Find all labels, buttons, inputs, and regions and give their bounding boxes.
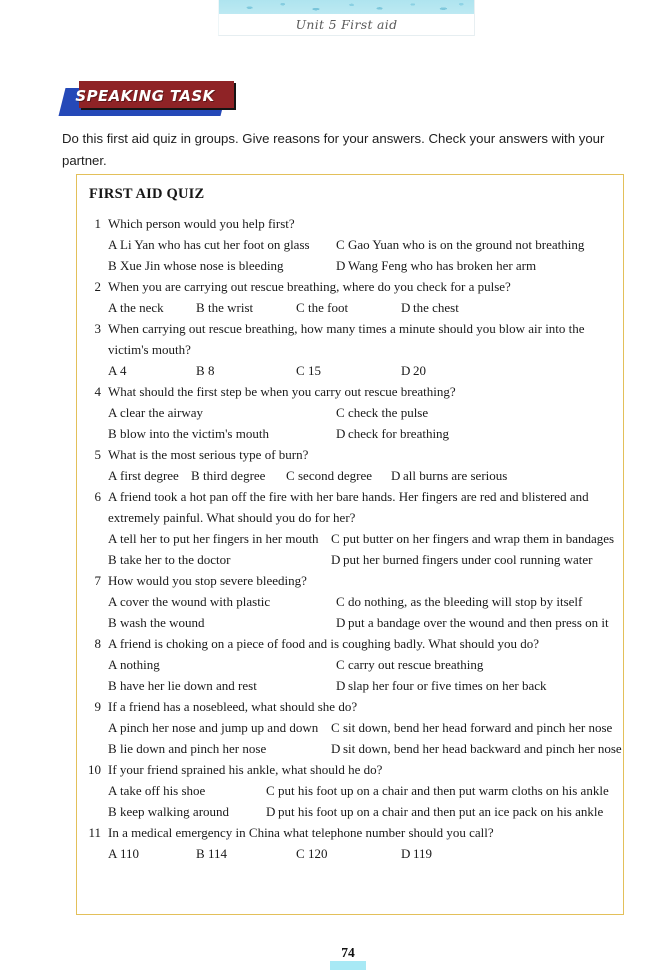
option-letter: B <box>108 615 117 630</box>
quiz-option[interactable] <box>331 738 622 759</box>
option-row <box>108 675 623 696</box>
quiz-option[interactable] <box>196 297 253 318</box>
question-text: How would you stop severe bleeding? <box>108 573 307 588</box>
speaking-task-banner <box>62 80 234 118</box>
option-text: Gao Yuan who is on the ground not breathing <box>348 237 585 252</box>
question-text: When you are carrying out rescue breathing, where do you check for a pulse? <box>108 279 511 294</box>
option-text: 4 <box>120 363 127 378</box>
option-text: pinch her nose and jump up and down <box>120 720 319 735</box>
quiz-option[interactable] <box>108 360 127 381</box>
option-letter: C <box>331 531 340 546</box>
option-row <box>108 402 623 423</box>
option-letter: B <box>108 741 117 756</box>
quiz-question <box>77 381 623 444</box>
option-text: put a bandage over the wound and then press on it <box>348 615 609 630</box>
option-row <box>108 549 623 570</box>
option-text: the wrist <box>208 300 254 315</box>
option-letter: A <box>108 657 118 672</box>
question-number: 4 <box>94 384 101 399</box>
question-text: What is the most serious type of burn? <box>108 447 309 462</box>
quiz-option[interactable] <box>401 843 432 864</box>
option-letter: D <box>331 552 341 567</box>
question-number: 3 <box>94 321 101 336</box>
quiz-option[interactable] <box>108 465 179 486</box>
question-text: Which person would you help first? <box>108 216 295 231</box>
quiz-question <box>77 633 623 696</box>
water-texture-banner <box>219 0 474 14</box>
option-letter: D <box>266 804 276 819</box>
quiz-option[interactable] <box>401 297 459 318</box>
quiz-option[interactable] <box>336 591 582 612</box>
quiz-option[interactable] <box>108 612 205 633</box>
option-text: carry out rescue breathing <box>348 657 484 672</box>
option-letter: B <box>196 846 205 861</box>
option-text: all burns are serious <box>403 468 508 483</box>
question-number: 11 <box>88 825 101 840</box>
question-number: 6 <box>94 489 101 504</box>
option-row <box>108 780 623 801</box>
option-text: cover the wound with plastic <box>120 594 271 609</box>
question-options <box>108 591 623 633</box>
question-options <box>108 843 623 864</box>
question-stem-row <box>77 318 623 360</box>
quiz-question <box>77 696 623 759</box>
option-letter: A <box>108 594 118 609</box>
quiz-option[interactable] <box>286 465 372 486</box>
quiz-question <box>77 486 623 570</box>
question-stem-row <box>77 213 623 234</box>
question-stem-row <box>77 633 623 654</box>
option-letter: A <box>108 237 118 252</box>
option-letter: D <box>336 678 346 693</box>
question-options <box>108 297 623 318</box>
option-letter: B <box>108 552 117 567</box>
option-text: put his foot up on a chair and then put an ice pack on his ankle <box>278 804 604 819</box>
quiz-question <box>77 213 623 276</box>
quiz-option[interactable] <box>336 234 584 255</box>
option-row <box>108 528 623 549</box>
option-text: 114 <box>208 846 228 861</box>
question-options <box>108 654 623 696</box>
option-text: clear the airway <box>120 405 204 420</box>
quiz-question-list <box>77 213 623 864</box>
quiz-option[interactable] <box>108 654 160 675</box>
option-letter: C <box>296 846 305 861</box>
quiz-option[interactable] <box>196 843 227 864</box>
option-letter: C <box>336 237 345 252</box>
option-letter: A <box>108 783 118 798</box>
option-text: sit down, bend her head forward and pinch her nose <box>343 720 613 735</box>
option-text: 110 <box>120 846 140 861</box>
option-text: check the pulse <box>348 405 429 420</box>
option-row <box>108 255 623 276</box>
option-text: wash the wound <box>120 615 205 630</box>
option-letter: A <box>108 846 118 861</box>
question-number: 2 <box>94 279 101 294</box>
option-text: the foot <box>308 300 349 315</box>
first-aid-quiz-box <box>76 174 624 915</box>
quiz-question <box>77 759 623 822</box>
quiz-option[interactable] <box>331 717 612 738</box>
quiz-option[interactable] <box>336 423 449 444</box>
option-letter: A <box>108 300 118 315</box>
quiz-option[interactable] <box>391 465 507 486</box>
option-text: take her to the doctor <box>120 552 231 567</box>
option-letter: D <box>391 468 401 483</box>
quiz-option[interactable] <box>296 360 321 381</box>
page-number: 74 <box>341 945 355 960</box>
option-text: slap her four or five times on her back <box>348 678 547 693</box>
option-letter: B <box>196 363 205 378</box>
unit-header <box>218 0 475 36</box>
option-letter: C <box>296 363 305 378</box>
option-row <box>108 801 623 822</box>
option-letter: C <box>296 300 305 315</box>
quiz-option[interactable] <box>401 360 426 381</box>
option-text: nothing <box>120 657 160 672</box>
quiz-option[interactable] <box>331 549 592 570</box>
option-letter: B <box>191 468 200 483</box>
option-letter: A <box>108 531 118 546</box>
option-text: put his foot up on a chair and then put warm cloths on his ankle <box>278 783 609 798</box>
option-row <box>108 423 623 444</box>
quiz-option[interactable] <box>108 675 257 696</box>
option-text: second degree <box>298 468 372 483</box>
question-options <box>108 717 623 759</box>
question-stem-row <box>77 276 623 297</box>
option-letter: B <box>108 426 117 441</box>
quiz-question <box>77 444 623 486</box>
option-letter: C <box>336 405 345 420</box>
quiz-option[interactable] <box>296 843 328 864</box>
option-letter: C <box>336 657 345 672</box>
option-text: Xue Jin whose nose is bleeding <box>120 258 284 273</box>
option-text: the neck <box>120 300 164 315</box>
option-text: have her lie down and rest <box>120 678 257 693</box>
option-letter: B <box>108 804 117 819</box>
question-stem-row <box>77 570 623 591</box>
quiz-question <box>77 822 623 864</box>
option-letter: C <box>286 468 295 483</box>
option-row <box>108 612 623 633</box>
question-text: When carrying out rescue breathing, how many times a minute should you blow air into the victim's mouth? <box>108 321 585 357</box>
quiz-option[interactable] <box>108 423 269 444</box>
question-number: 1 <box>94 216 101 231</box>
quiz-option[interactable] <box>191 465 265 486</box>
question-stem-row <box>77 381 623 402</box>
option-text: sit down, bend her head backward and pinch her nose <box>343 741 622 756</box>
option-text: 120 <box>308 846 328 861</box>
quiz-option[interactable] <box>108 717 318 738</box>
question-options <box>108 465 623 486</box>
question-options <box>108 234 623 276</box>
quiz-option[interactable] <box>108 801 229 822</box>
quiz-option[interactable] <box>108 738 266 759</box>
option-row <box>108 297 623 318</box>
option-text: first degree <box>120 468 179 483</box>
question-stem-row <box>77 444 623 465</box>
option-letter: D <box>401 300 411 315</box>
quiz-option[interactable] <box>108 402 203 423</box>
option-row <box>108 591 623 612</box>
question-options <box>108 402 623 444</box>
quiz-option[interactable] <box>108 591 270 612</box>
quiz-option[interactable] <box>336 675 547 696</box>
option-text: 20 <box>413 363 426 378</box>
option-text: 119 <box>413 846 433 861</box>
quiz-question <box>77 318 623 381</box>
option-row <box>108 465 623 486</box>
question-number: 9 <box>94 699 101 714</box>
question-text: In a medical emergency in China what telephone number should you call? <box>108 825 494 840</box>
option-row <box>108 717 623 738</box>
option-text: Wang Feng who has broken her arm <box>348 258 537 273</box>
instruction-text: Do this first aid quiz in groups. Give reasons for your answers. Check your answers with your partner. <box>62 131 605 168</box>
option-text: put her burned fingers under cool running water <box>343 552 593 567</box>
quiz-option[interactable] <box>336 255 536 276</box>
unit-title: Unit 5 First aid <box>295 17 398 32</box>
quiz-option[interactable] <box>296 297 348 318</box>
quiz-option[interactable] <box>108 780 205 801</box>
quiz-option[interactable] <box>331 528 614 549</box>
option-row <box>108 654 623 675</box>
option-letter: B <box>108 258 117 273</box>
option-row <box>108 843 623 864</box>
quiz-option[interactable] <box>336 402 428 423</box>
question-options <box>108 528 623 570</box>
option-letter: B <box>108 678 117 693</box>
option-letter: C <box>266 783 275 798</box>
banner-label: SPEAKING TASK <box>75 87 215 105</box>
question-options <box>108 780 623 822</box>
quiz-option[interactable] <box>108 234 310 255</box>
question-text: A friend took a hot pan off the fire with her bare hands. Her fingers are red and blistered and extremely painful. What should you do for her? <box>108 489 589 525</box>
question-number: 5 <box>94 447 101 462</box>
quiz-option[interactable] <box>108 843 139 864</box>
option-text: take off his shoe <box>120 783 206 798</box>
quiz-option[interactable] <box>108 255 284 276</box>
question-number: 10 <box>88 762 101 777</box>
option-text: lie down and pinch her nose <box>120 741 267 756</box>
option-letter: D <box>336 426 346 441</box>
option-letter: A <box>108 363 118 378</box>
question-text: If a friend has a nosebleed, what should she do? <box>108 699 358 714</box>
option-letter: A <box>108 468 118 483</box>
option-letter: D <box>336 258 346 273</box>
option-letter: C <box>336 594 345 609</box>
option-letter: D <box>401 363 411 378</box>
option-letter: C <box>331 720 340 735</box>
quiz-title: FIRST AID QUIZ <box>89 186 205 202</box>
option-text: the chest <box>413 300 459 315</box>
option-row <box>108 234 623 255</box>
option-letter: A <box>108 405 118 420</box>
question-text: If your friend sprained his ankle, what should he do? <box>108 762 383 777</box>
option-row <box>108 738 623 759</box>
quiz-question <box>77 276 623 318</box>
question-stem-row <box>77 822 623 843</box>
option-text: check for breathing <box>348 426 450 441</box>
quiz-option[interactable] <box>108 549 230 570</box>
option-letter: D <box>401 846 411 861</box>
quiz-option[interactable] <box>196 360 215 381</box>
question-options <box>108 360 623 381</box>
option-text: tell her to put her fingers in her mouth <box>120 531 319 546</box>
option-text: do nothing, as the bleeding will stop by itself <box>348 594 583 609</box>
question-number: 8 <box>94 636 101 651</box>
option-letter: D <box>336 615 346 630</box>
option-text: blow into the victim's mouth <box>120 426 269 441</box>
question-text: A friend is choking on a piece of food and is coughing badly. What should you do? <box>108 636 540 651</box>
option-letter: B <box>196 300 205 315</box>
question-stem-row <box>77 696 623 717</box>
option-text: 15 <box>308 363 321 378</box>
quiz-question <box>77 570 623 633</box>
quiz-option[interactable] <box>108 528 319 549</box>
option-text: put butter on her fingers and wrap them in bandages <box>343 531 615 546</box>
question-stem-row <box>77 759 623 780</box>
quiz-option[interactable] <box>336 654 483 675</box>
option-text: 8 <box>208 363 215 378</box>
option-letter: D <box>331 741 341 756</box>
option-text: third degree <box>203 468 266 483</box>
question-stem-row <box>77 486 623 528</box>
question-number: 7 <box>94 573 101 588</box>
option-text: keep walking around <box>120 804 230 819</box>
quiz-option[interactable] <box>266 801 603 822</box>
page-number-tab <box>330 944 366 970</box>
option-text: Li Yan who has cut her foot on glass <box>120 237 310 252</box>
quiz-option[interactable] <box>336 612 609 633</box>
question-text: What should the first step be when you carry out rescue breathing? <box>108 384 456 399</box>
option-letter: A <box>108 720 118 735</box>
quiz-option[interactable] <box>108 297 164 318</box>
quiz-option[interactable] <box>266 780 609 801</box>
option-row <box>108 360 623 381</box>
